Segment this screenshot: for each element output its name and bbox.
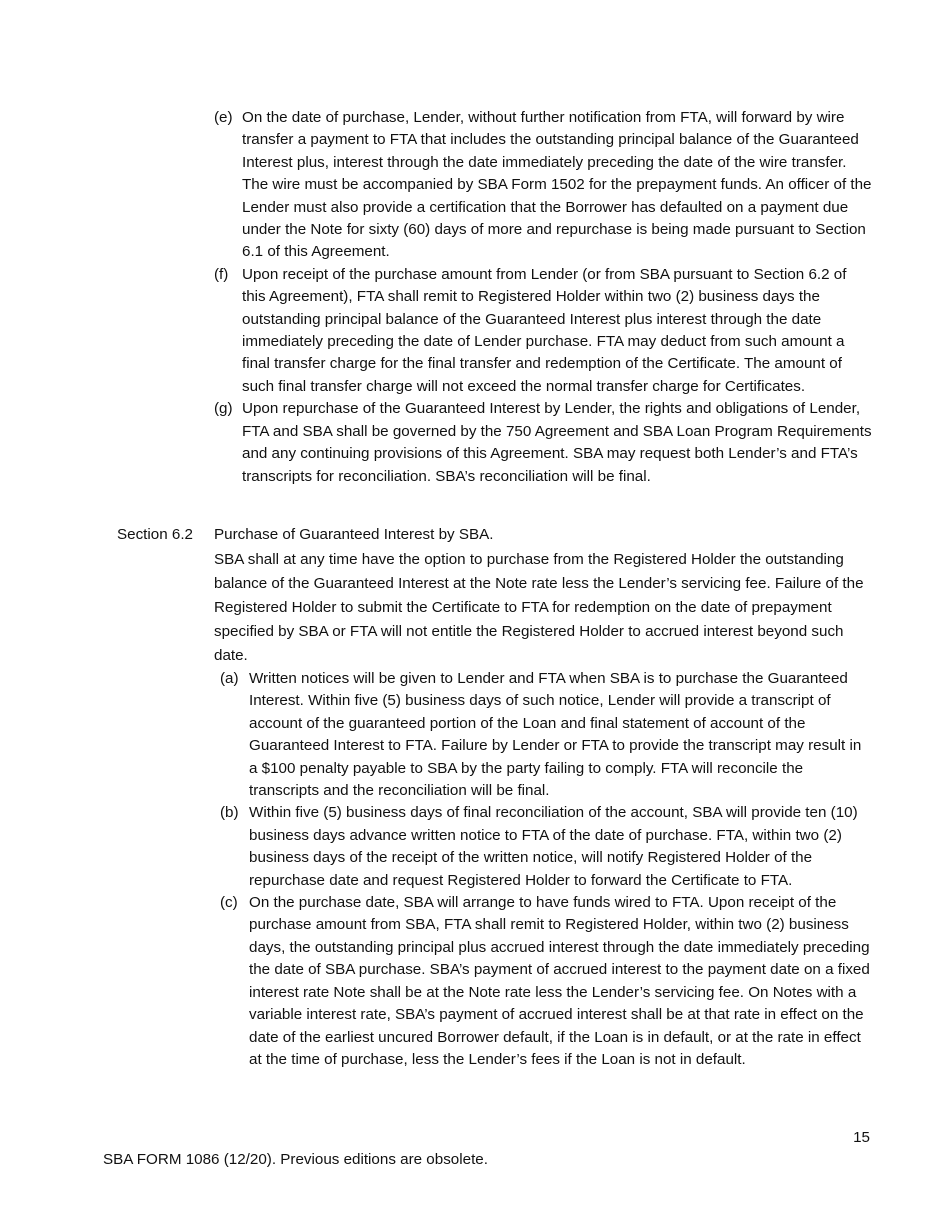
subsection-list-abc <box>220 668 872 1071</box>
list-item-text: Upon repurchase of the Guaranteed Interest by Lender, the rights and obligations of Lender, FTA and SBA shall be governed by the 750 Agreement and SBA Loan Program Requirements and any continuing provisions of this Agreement. SBA may request both Lender’s and FTA’s transcripts for reconciliation. SBA’s reconciliation will be final. <box>242 400 872 485</box>
list-item <box>220 892 872 1071</box>
section-number: Section 6.2 <box>117 526 193 543</box>
list-item-text: Written notices will be given to Lender and FTA when SBA is to purchase the Guaranteed Interest. Within five (5) business days of such notice, Lender will provide a transcript of account of the guaranteed portion of the Loan and final statement of account of the Guaranteed Interest to FTA. Failure by Lender or FTA to provide the transcript may result in a $100 penalty payable to SBA by the party failing to comply. FTA will reconcile the transcripts and the reconciliation will be final. <box>249 670 862 800</box>
list-item <box>214 107 874 264</box>
list-item <box>220 802 872 892</box>
list-marker: (g) <box>214 400 233 418</box>
subsection-list-efg <box>214 107 874 488</box>
list-item <box>220 668 872 802</box>
list-item-text: Upon receipt of the purchase amount from Lender (or from SBA pursuant to Section 6.2 of this Agreement), FTA shall remit to Registered Holder within two (2) business days the outstanding principal balance of the Guaranteed Interest plus interest through the date immediately preceding the date of Lender purchase. FTA may deduct from such amount a final transfer charge for the final transfer and redemption of the Certificate. The amount of such final transfer charge will not exceed the normal transfer charge for Certificates. <box>242 265 847 395</box>
list-item-text: Within five (5) business days of final reconciliation of the account, SBA will provide ten (10) business days advance written notice to FTA of the date of purchase. FTA, within two (2) business days of the receipt of the written notice, will notify Registered Holder of the repurchase date and request Registered Holder to forward the Certificate to FTA. <box>249 804 858 889</box>
list-item <box>214 264 874 398</box>
list-marker: (f) <box>214 265 229 283</box>
page-number: 15 <box>853 1129 870 1146</box>
list-item-text: On the date of purchase, Lender, without further notification from FTA, will forward by wire transfer a payment to FTA that includes the outstanding principal balance of the Guaranteed Interest plus, interest through the date immediately preceding the date of the wire transfer. The wire must be accompanied by SBA Form 1502 for the prepayment funds. An officer of the Lender must also provide a certification that the Borrower has defaulted on a payment due under the Note for sixty (60) days of more and repurchase is being made pursuant to Section 6.1 of this Agreement. <box>242 109 872 261</box>
page-footer: SBA FORM 1086 (12/20). Previous editions are obsolete. <box>103 1151 488 1168</box>
list-marker: (e) <box>214 109 233 126</box>
list-marker: (a) <box>220 670 239 687</box>
list-item-text: On the purchase date, SBA will arrange to have funds wired to FTA. Upon receipt of the purchase amount from SBA, FTA shall remit to Registered Holder, within two (2) business days, the outstanding principal plus accrued interest through the date immediately preceding the date of SBA purchase. SBA’s payment of accrued interest to the payment date on a fixed interest rate Note shall be at the Note rate less the Lender’s servicing fee. On Notes with a variable interest rate, SBA’s payment of accrued interest shall be at that rate in effect on the date of the earliest uncured Borrower default, if the Loan is in default, or at the rate in effect at the time of purchase, less the Lender’s fees if the Loan is not in default. <box>249 894 870 1068</box>
list-marker: (c) <box>220 894 238 912</box>
section-body-paragraph: SBA shall at any time have the option to purchase from the Registered Holder the outstanding balance of the Guaranteed Interest at the Note rate less the Lender’s servicing fee. Failure of the Registered Holder to submit the Certificate to FTA for redemption on the date of prepayment specified by SBA or FTA will not entitle the Registered Holder to accrued interest beyond such date. <box>214 551 864 664</box>
list-marker: (b) <box>220 804 239 822</box>
list-item <box>214 398 874 488</box>
section-title: Purchase of Guaranteed Interest by SBA. <box>214 526 494 543</box>
